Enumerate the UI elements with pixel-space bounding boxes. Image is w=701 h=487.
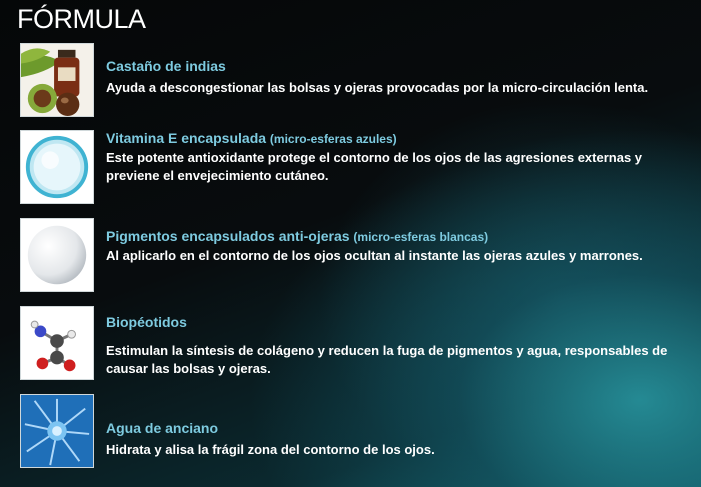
- item-note: (micro-esferas blancas): [353, 230, 489, 244]
- item-description: Este potente antioxidante protege el contorno de los ojos de las agresiones externas y previene el envejecimiento cutáneo.: [106, 150, 643, 183]
- item-heading: Pigmentos encapsulados anti-ojeras (micro-esferas blancas): [106, 228, 489, 244]
- item-description: Al aplicarlo en el contorno de los ojos ocultan al instante las ojeras azules y marrones.: [106, 248, 643, 263]
- blue-microsphere-image: [20, 130, 94, 204]
- item-heading: Vitamina E encapsulada (micro-esferas azules): [106, 130, 397, 146]
- item-description: Estimulan la síntesis de colágeno y reducen la fuga de pigmentos y agua, responsables de causar las bolsas y ojeras.: [106, 343, 668, 376]
- item-description: Hidrata y alisa la frágil zona del contorno de los ojos.: [106, 442, 435, 457]
- horse-chestnut-image: [20, 43, 94, 117]
- item-description: Ayuda a descongestionar las bolsas y ojeras provocadas por la micro-circulación lenta.: [106, 80, 649, 95]
- item-heading: Agua de anciano: [106, 420, 219, 436]
- blue-flower-image: [20, 394, 94, 468]
- white-microsphere-image: [20, 218, 94, 292]
- item-heading: Castaño de indias: [106, 58, 226, 74]
- molecule-image: [20, 306, 94, 380]
- page-title: FÓRMULA: [17, 4, 146, 34]
- item-note: (micro-esferas azules): [269, 132, 397, 146]
- item-heading: Biopéotidos: [106, 314, 187, 330]
